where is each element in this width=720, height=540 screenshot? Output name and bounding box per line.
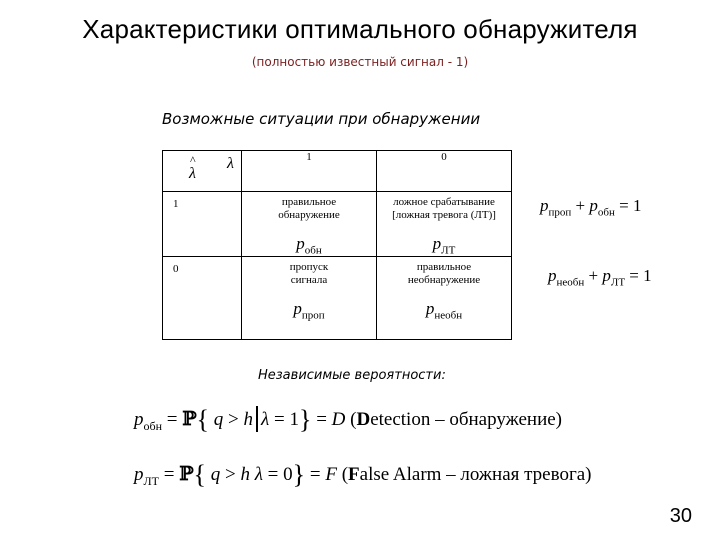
column-header-0: 0 xyxy=(377,151,512,192)
cell-correct-rejection: правильное необнаружение $p_{необн}$ xyxy=(377,257,512,340)
lambda-symbol: λ xyxy=(227,155,234,172)
formula-false-alarm: $p_{ЛТ}$ = ℙ{ q > h λ = 0} = F (False Alarm – ложная тревога) xyxy=(134,460,592,489)
row-header-0: 0 xyxy=(163,257,242,340)
equation-miss-plus-detect: $p_{проп} + p_{обн} = 1$ xyxy=(540,196,642,219)
page-number: 30 xyxy=(669,505,692,527)
independent-probabilities-heading: Независимые вероятности: xyxy=(258,368,446,383)
table-header-row xyxy=(163,151,512,192)
cell-miss: пропуск сигнала $p_{проп}$ xyxy=(242,257,377,340)
row-header-1: 1 xyxy=(163,192,242,257)
table-row xyxy=(163,192,512,257)
detection-outcomes-table xyxy=(162,150,512,340)
table-corner-cell xyxy=(163,151,242,192)
section-heading: Возможные ситуации при обнаружении xyxy=(162,110,481,128)
table-row xyxy=(163,257,512,340)
cell-correct-detection: правильное обнаружение $p_{обн}$ xyxy=(242,192,377,257)
lambda-hat-symbol: ^ λ xyxy=(189,153,196,182)
slide-title: Характеристики оптимального обнаружителя xyxy=(82,14,638,44)
formula-detection: $p_{обн}$ = ℙ{ q > h λ = 1} = D (Detection – обнаружение) xyxy=(134,405,563,434)
equation-reject-plus-falsealarm: $p_{необн} + p_{ЛТ} = 1$ xyxy=(548,266,652,289)
cell-false-alarm: ложное срабатывание [ложная тревога (ЛТ)] $p_{ЛТ}$ xyxy=(377,192,512,257)
column-header-1: 1 xyxy=(242,151,377,192)
slide-subtitle: (полностью известный сигнал - 1) xyxy=(251,55,469,69)
